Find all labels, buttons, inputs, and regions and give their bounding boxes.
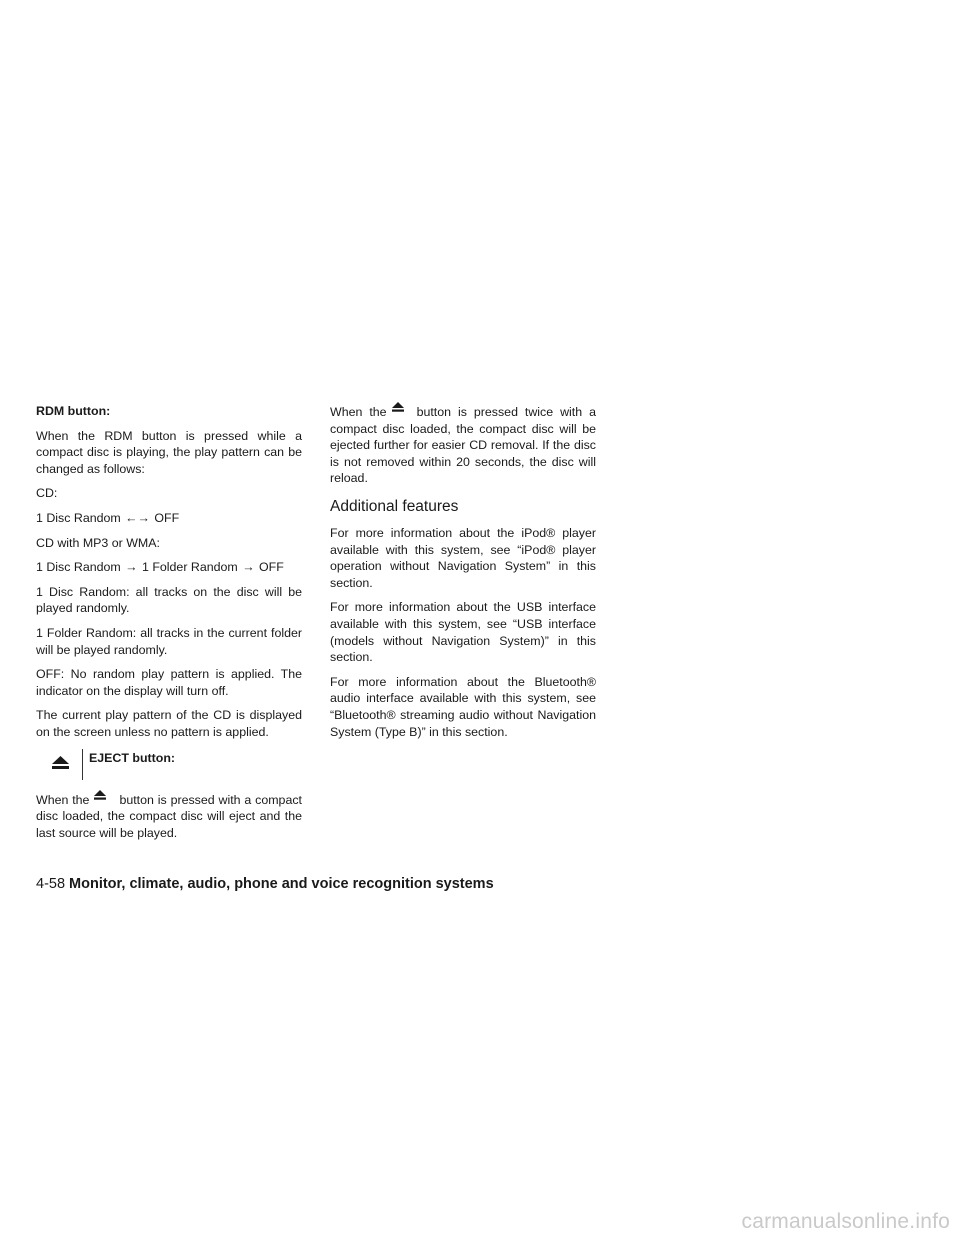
off-desc: OFF: No random play pattern is applied. The indicator on the display will turn off. bbox=[36, 667, 302, 698]
right-column bbox=[330, 403, 596, 748]
current-pattern-desc: The current play pattern of the CD is displayed on the screen unless no pattern is applied. bbox=[36, 708, 302, 739]
double-arrow-icon: ←→ bbox=[125, 510, 150, 525]
eject-heading: EJECT button: bbox=[89, 750, 176, 765]
bluetooth-info: For more information about the Bluetooth® audio interface available with this system, see “Bluetooth® streaming audio without Navigation System (Type B)” in this section. bbox=[330, 674, 596, 739]
rdm-heading: RDM button: bbox=[36, 404, 111, 418]
eject-desc-after: button is pressed with a compact disc loaded, the compact disc will eject and the last source will be played. bbox=[36, 792, 302, 840]
folder-random-desc: 1 Folder Random: all tracks in the current folder will be played randomly. bbox=[36, 625, 302, 657]
eject-twice-after: button is pressed twice with a compact disc loaded, the compact disc will be ejected further for easier CD removal. If the disc is not removed within 20 seconds, the disc will reload. bbox=[330, 405, 596, 486]
eject-twice-desc bbox=[330, 403, 596, 487]
watermark: carmanualsonline.info bbox=[741, 1210, 950, 1233]
mp3-label: CD with MP3 or WMA: bbox=[36, 535, 160, 550]
mp3-seq-a: 1 Disc Random bbox=[36, 560, 121, 575]
arrow-icon: → bbox=[125, 560, 138, 575]
cd-seq-b: OFF bbox=[154, 510, 180, 525]
chapter-title: Monitor, climate, audio, phone and voice recognition systems bbox=[69, 876, 494, 892]
additional-features-heading: Additional features bbox=[330, 497, 459, 515]
rdm-intro: When the RDM button is pressed while a compact disc is playing, the play pattern can be changed as follows: bbox=[36, 428, 302, 476]
page-footer bbox=[36, 876, 494, 892]
cd-sequence bbox=[36, 510, 302, 527]
usb-info: For more information about the USB interface available with this system, see “USB interface (models without Navigation System)” in this section. bbox=[330, 600, 596, 665]
eject-icon bbox=[89, 791, 119, 805]
mp3-seq-c: OFF bbox=[259, 560, 284, 575]
eject-heading-block bbox=[36, 749, 302, 781]
mp3-seq-b: 1 Folder Random bbox=[142, 560, 238, 575]
cd-seq-a: 1 Disc Random bbox=[36, 510, 121, 525]
eject-icon bbox=[387, 403, 417, 417]
left-column bbox=[36, 403, 302, 849]
arrow-icon: → bbox=[242, 560, 255, 575]
eject-icon bbox=[36, 749, 83, 780]
eject-desc bbox=[36, 791, 302, 842]
disc-random-desc: 1 Disc Random: all tracks on the disc will be played randomly. bbox=[36, 584, 302, 616]
page-number: 4-58 bbox=[36, 876, 66, 892]
cd-label: CD: bbox=[36, 486, 58, 501]
eject-twice-before: When the bbox=[330, 405, 387, 419]
eject-desc-before: When the bbox=[36, 792, 90, 807]
mp3-sequence bbox=[36, 559, 302, 576]
ipod-info: For more information about the iPod® player available with this system, see “iPod® player operation without Navigation System” in this section. bbox=[330, 525, 596, 590]
